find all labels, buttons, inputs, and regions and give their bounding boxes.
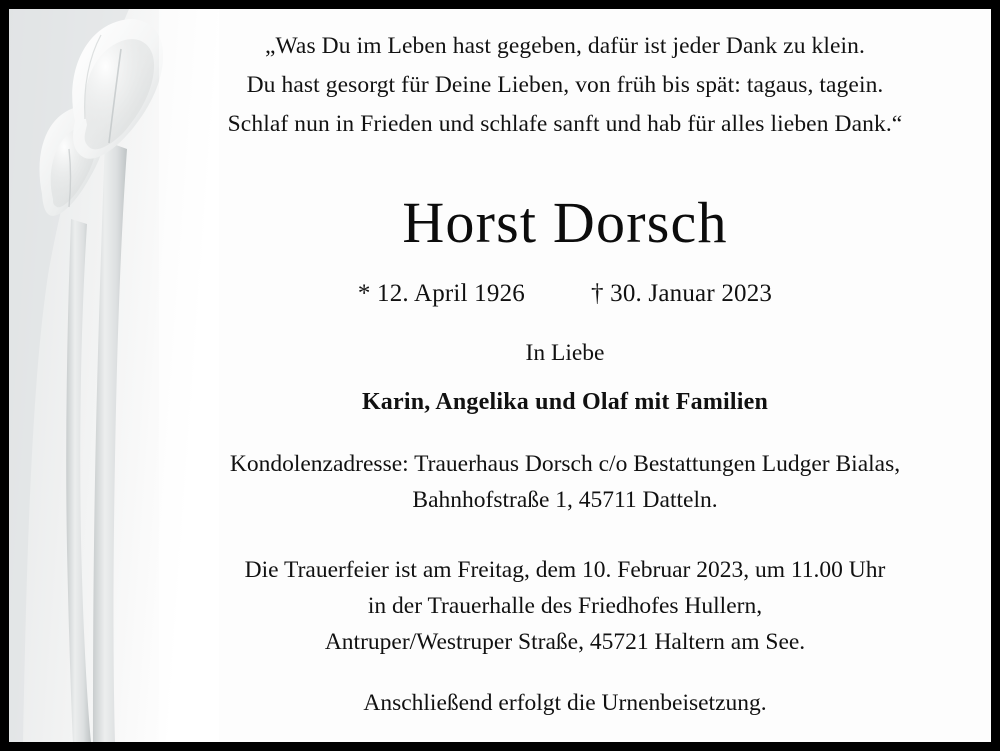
closing-note: Anschließend erfolgt die Urnenbeisetzung. [363,690,767,716]
verse-line-3: Schlaf nun in Frieden und schlafe sanft und hab für alles lieben Dank.“ [227,111,903,137]
service-line-2: in der Trauerhalle des Friedhofes Hullern, [367,593,763,619]
service-line-1: Die Trauerfeier ist am Freitag, dem 10. Februar 2023, um 11.00 Uhr [244,557,886,583]
verse-line-2: Du hast gesorgt für Deine Lieben, von früh bis spät: tagaus, tagein. [246,72,884,98]
death-date: † 30. Januar 2023 [590,280,773,307]
deceased-name: Horst Dorsch [402,190,728,255]
condolence-address [159,446,971,518]
obituary-canvas [9,9,991,742]
family-names: Karin, Angelika und Olaf mit Familien [361,389,769,415]
verse-line-1: „Was Du im Leben hast gegeben, dafür ist jeder Dank zu klein. [265,33,865,59]
life-dates [159,280,971,308]
obituary-text [159,27,971,717]
condolence-line-1: Kondolenzadresse: Trauerhaus Dorsch c/o Bestattungen Ludger Bialas, [229,451,901,477]
funeral-service-info [159,552,971,660]
birth-date: * 12. April 1926 [357,280,525,307]
service-line-3: Antruper/Westruper Straße, 45721 Haltern am See. [324,629,806,655]
in-loving-label: In Liebe [525,340,605,366]
condolence-line-2: Bahnhofstraße 1, 45711 Datteln. [412,487,718,513]
verse-block [159,27,971,144]
